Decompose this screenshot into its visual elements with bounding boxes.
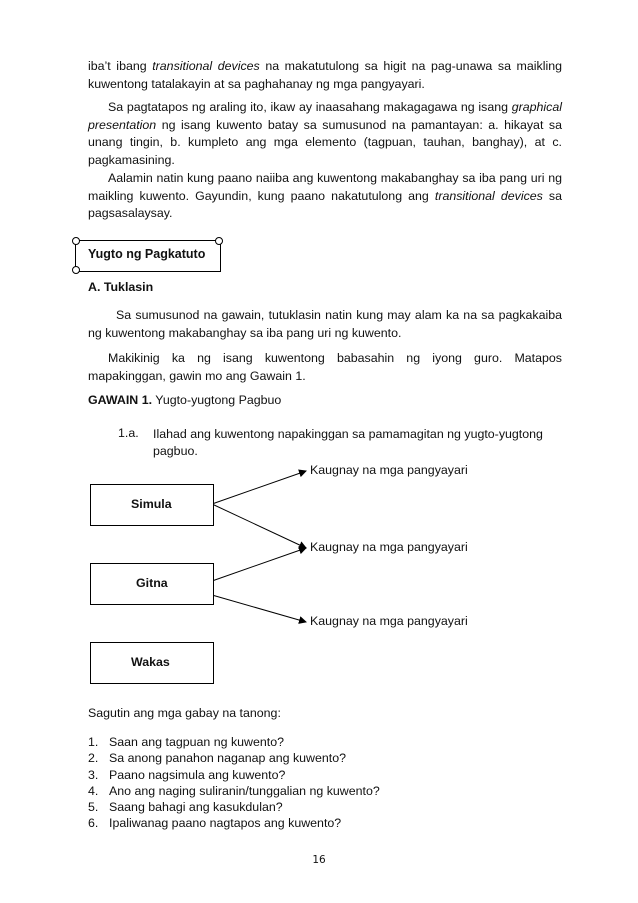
questions-intro: Sagutin ang mga gabay na tanong: — [88, 706, 281, 720]
diagram-box-label: Gitna — [136, 576, 168, 590]
arrow-line — [212, 548, 306, 581]
text-run: Makikinig ka ng isang kuwentong babasahin ng iyong guro. Matapos mapakinggan, gawin mo ang Gawain 1. — [88, 351, 562, 383]
item-number: 1.a. — [118, 426, 139, 440]
emphasis-term: graphical presentation — [88, 100, 562, 132]
text-run: Sa pagtatapos ng araling ito, ikaw ay inaasahang makagagawa ng isang — [108, 100, 512, 114]
arrow-line — [212, 504, 306, 548]
arrow-line — [212, 595, 306, 622]
question-text: Saang bahagi ang kasukdulan? — [109, 800, 283, 815]
question-text: Ipaliwanag paano nagtapos ang kuwento? — [109, 816, 342, 831]
diagram-target-label: Kaugnay na mga pangyayari — [310, 614, 468, 628]
question-number: 1. — [88, 735, 99, 749]
question-text: Saan ang tagpuan ng kuwento? — [109, 735, 284, 749]
diagram-box-label: Simula — [131, 497, 172, 511]
banner-label: Yugto ng Pagkatuto — [88, 247, 206, 261]
question-text: Sa anong panahon naganap ang kuwento? — [109, 751, 347, 766]
question-text: Ano ang naging suliranin/tunggalian ng kuwento? — [109, 783, 380, 798]
arrow-line — [212, 471, 306, 504]
question-number: 2. — [88, 751, 99, 766]
question-number: 4. — [88, 783, 99, 798]
text-run: na makatutulong sa higit na pag-unawa sa maikling kuwentong tatalakayin at sa paghahanay ng mga pangyayari. — [88, 59, 562, 91]
gawain-title-bold: GAWAIN 1. — [88, 393, 153, 407]
emphasis-term: transitional devices — [434, 188, 543, 203]
item-instruction-line: Ilahad ang kuwentong napakinggan sa pamamagitan ng yugto-yugtong — [153, 427, 543, 441]
text-run: sa pagsasalaysay. — [88, 188, 563, 220]
diagram-target-label: Kaugnay na mga pangyayari — [310, 463, 468, 477]
text-run: Sa sumusunod na gawain, tutuklasin natin kung may alam ka na sa pagkakaiba ng kuwentong makabanghay sa iba pang uri ng kuwento. — [88, 308, 562, 340]
item-instruction-line: pagbuo. — [153, 444, 198, 458]
question-number: 5. — [88, 800, 99, 815]
question-text: Paano nagsimula ang kuwento? — [109, 767, 286, 782]
gawain-title-rest: Yugto-yugtong Pagbuo — [152, 393, 282, 407]
question-number: 3. — [88, 767, 99, 782]
text-run: iba’t ibang — [88, 59, 153, 73]
emphasis-term: transitional devices — [152, 59, 260, 73]
text-run: Aalamin natin kung paano naiiba ang kuwentong makabanghay sa iba pang uri ng maikling kuwento. Gayundin, kung paano nakatutulong ang — [88, 171, 562, 203]
diagram-target-label: Kaugnay na mga pangyayari — [310, 540, 468, 554]
diagram-box-label: Wakas — [131, 655, 170, 669]
page-number: 16 — [312, 854, 326, 866]
question-number: 6. — [88, 816, 99, 831]
text-run: ng isang kuwento batay sa sumusunod na pamantayan: a. hikayat sa unang tingin, b. kumpleto ang mga elemento (tagpuan, tauhan, banghay), at c. pagkamasining. — [88, 117, 562, 167]
section-heading: A. Tuklasin — [88, 280, 154, 294]
